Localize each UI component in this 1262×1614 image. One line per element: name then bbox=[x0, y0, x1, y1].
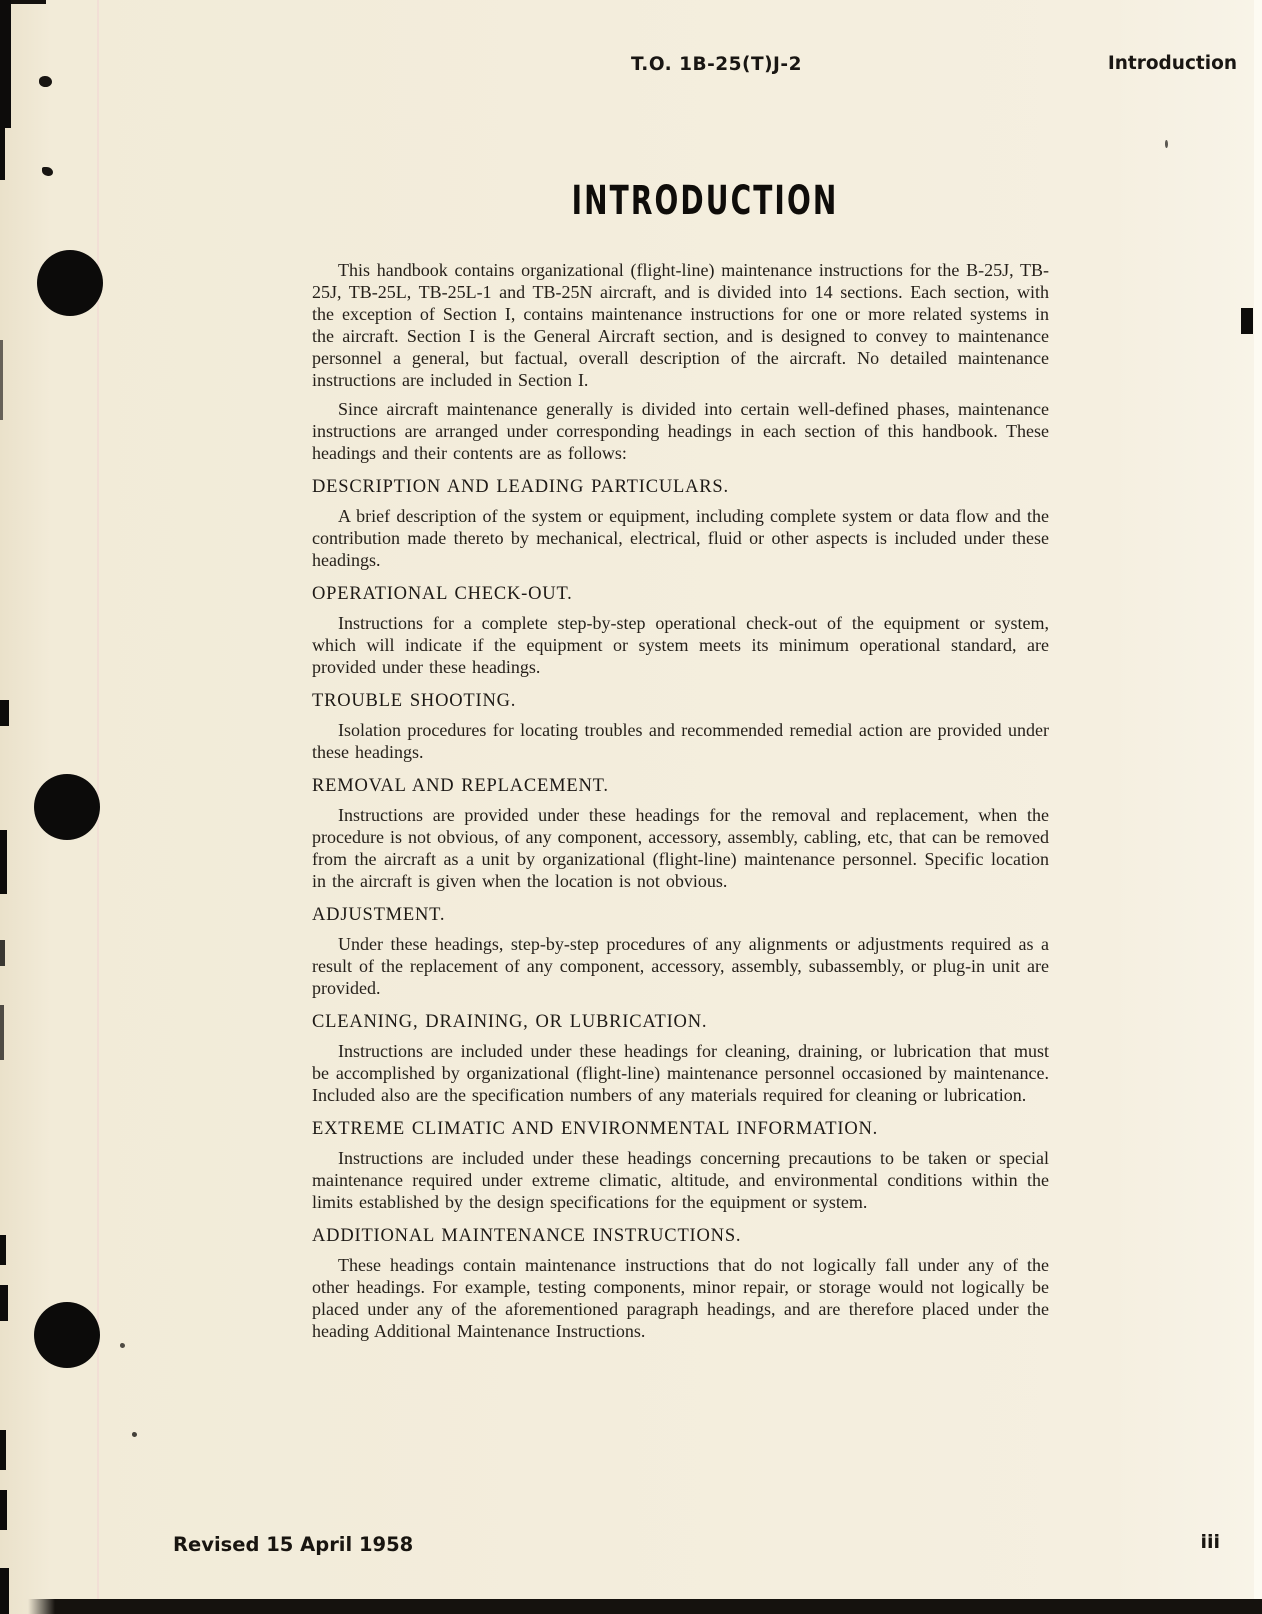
index-tab-mark bbox=[1241, 308, 1253, 334]
scan-edge-mark bbox=[0, 1490, 7, 1530]
section-paragraph: A brief description of the system or equipment, including complete system or data flow and the contribution made thereto by mechanical, electrical, fluid or other aspects is included under these headings. bbox=[312, 506, 1049, 570]
technical-order-number: T.O. 1B-25(T)J-2 bbox=[631, 54, 802, 75]
body-column bbox=[312, 252, 1049, 1349]
section-paragraph: These headings contain maintenance instructions that do not logically fall under any of the other headings. For example, testing components, minor repair, or storage would not logically be placed under any of the aforementioned paragraph headings, and are therefore placed under the heading Additional Maintenance Instructions. bbox=[312, 1255, 1049, 1341]
intro-paragraph: This handbook contains organizational (flight-line) maintenance instructions for the B-25J, TB-25J, TB-25L, TB-25L-1 and TB-25N aircraft, and is divided into 14 sections. Each section, with the exception of Section I, contains maintenance instructions for one or more related systems in the aircraft. Section I is the General Aircraft section, and is designed to convey to maintenance personnel a general, but factual, overall description of the aircraft. No detailed maintenance instructions are included in Section I. bbox=[312, 260, 1049, 390]
header-section-label: Introduction bbox=[1107, 53, 1237, 74]
scan-edge-mark bbox=[0, 1430, 6, 1470]
ink-speck bbox=[120, 1343, 125, 1348]
section-heading: OPERATIONAL CHECK-OUT. bbox=[312, 584, 573, 604]
ink-speck bbox=[1165, 140, 1168, 148]
scan-edge-mark bbox=[0, 940, 5, 966]
scan-edge-mark bbox=[0, 1005, 4, 1060]
section-heading: EXTREME CLIMATIC AND ENVIRONMENTAL INFORMATION. bbox=[312, 1119, 879, 1139]
binder-hole bbox=[34, 774, 100, 840]
ink-speck bbox=[39, 76, 52, 87]
page-number: iii bbox=[1200, 1531, 1220, 1553]
intro-paragraph: Since aircraft maintenance generally is divided into certain well-defined phases, maintenance instructions are arranged under corresponding headings in each section of this handbook. These headings and their contents are as follows: bbox=[312, 399, 1049, 463]
section-paragraph: Instructions are included under these headings concerning precautions to be taken or special maintenance required under extreme climatic, altitude, and environmental conditions within the limits established by the design specifications for the equipment or system. bbox=[312, 1148, 1049, 1212]
binder-hole bbox=[34, 1302, 100, 1368]
section-paragraph: Instructions for a complete step-by-step operational check-out of the equipment or system, which will indicate if the equipment or system meets its minimum operational standard, are provided under these headings. bbox=[312, 613, 1049, 677]
section-paragraph: Instructions are provided under these headings for the removal and replacement, when the procedure is not obvious, of any component, accessory, assembly, cabling, etc, that can be removed from the aircraft as a unit by organizational (flight-line) maintenance personnel. Specific location in the aircraft is given when the location is not obvious. bbox=[312, 805, 1049, 891]
scan-edge-mark bbox=[0, 830, 7, 894]
section-paragraph: Instructions are included under these headings for cleaning, draining, or lubrication that must be accomplished by organizational (flight-line) maintenance personnel occasioned by maintenance. Included also are the specification numbers of any materials required for cleaning or lubrication. bbox=[312, 1041, 1049, 1105]
scan-edge-mark bbox=[0, 700, 9, 726]
scan-edge-mark bbox=[0, 1285, 8, 1321]
scan-edge-mark bbox=[0, 0, 11, 128]
section-paragraph: Under these headings, step-by-step procedures of any alignments or adjustments required as a result of the replacement of any component, accessory, assembly, subassembly, or plug-in unit are provided. bbox=[312, 934, 1049, 998]
revision-date: Revised 15 April 1958 bbox=[173, 1533, 414, 1556]
scan-edge-mark bbox=[0, 1235, 6, 1265]
section-heading: ADDITIONAL MAINTENANCE INSTRUCTIONS. bbox=[312, 1226, 742, 1246]
page-title: INTRODUCTION bbox=[571, 178, 839, 224]
scan-bottom-bar bbox=[0, 1599, 1262, 1614]
section-heading: DESCRIPTION AND LEADING PARTICULARS. bbox=[312, 477, 729, 497]
section-heading: REMOVAL AND REPLACEMENT. bbox=[312, 776, 609, 796]
section-paragraph: Isolation procedures for locating troubles and recommended remedial action are provided under these headings. bbox=[312, 720, 1049, 762]
page-right-edge bbox=[1254, 0, 1262, 1614]
scan-edge-mark bbox=[0, 128, 5, 180]
ink-speck bbox=[42, 167, 53, 176]
section-heading: ADJUSTMENT. bbox=[312, 905, 446, 925]
section-heading: CLEANING, DRAINING, OR LUBRICATION. bbox=[312, 1012, 708, 1032]
scan-edge-mark bbox=[0, 340, 3, 420]
ink-speck bbox=[132, 1432, 137, 1437]
binder-hole bbox=[37, 250, 103, 316]
section-heading: TROUBLE SHOOTING. bbox=[312, 691, 517, 711]
